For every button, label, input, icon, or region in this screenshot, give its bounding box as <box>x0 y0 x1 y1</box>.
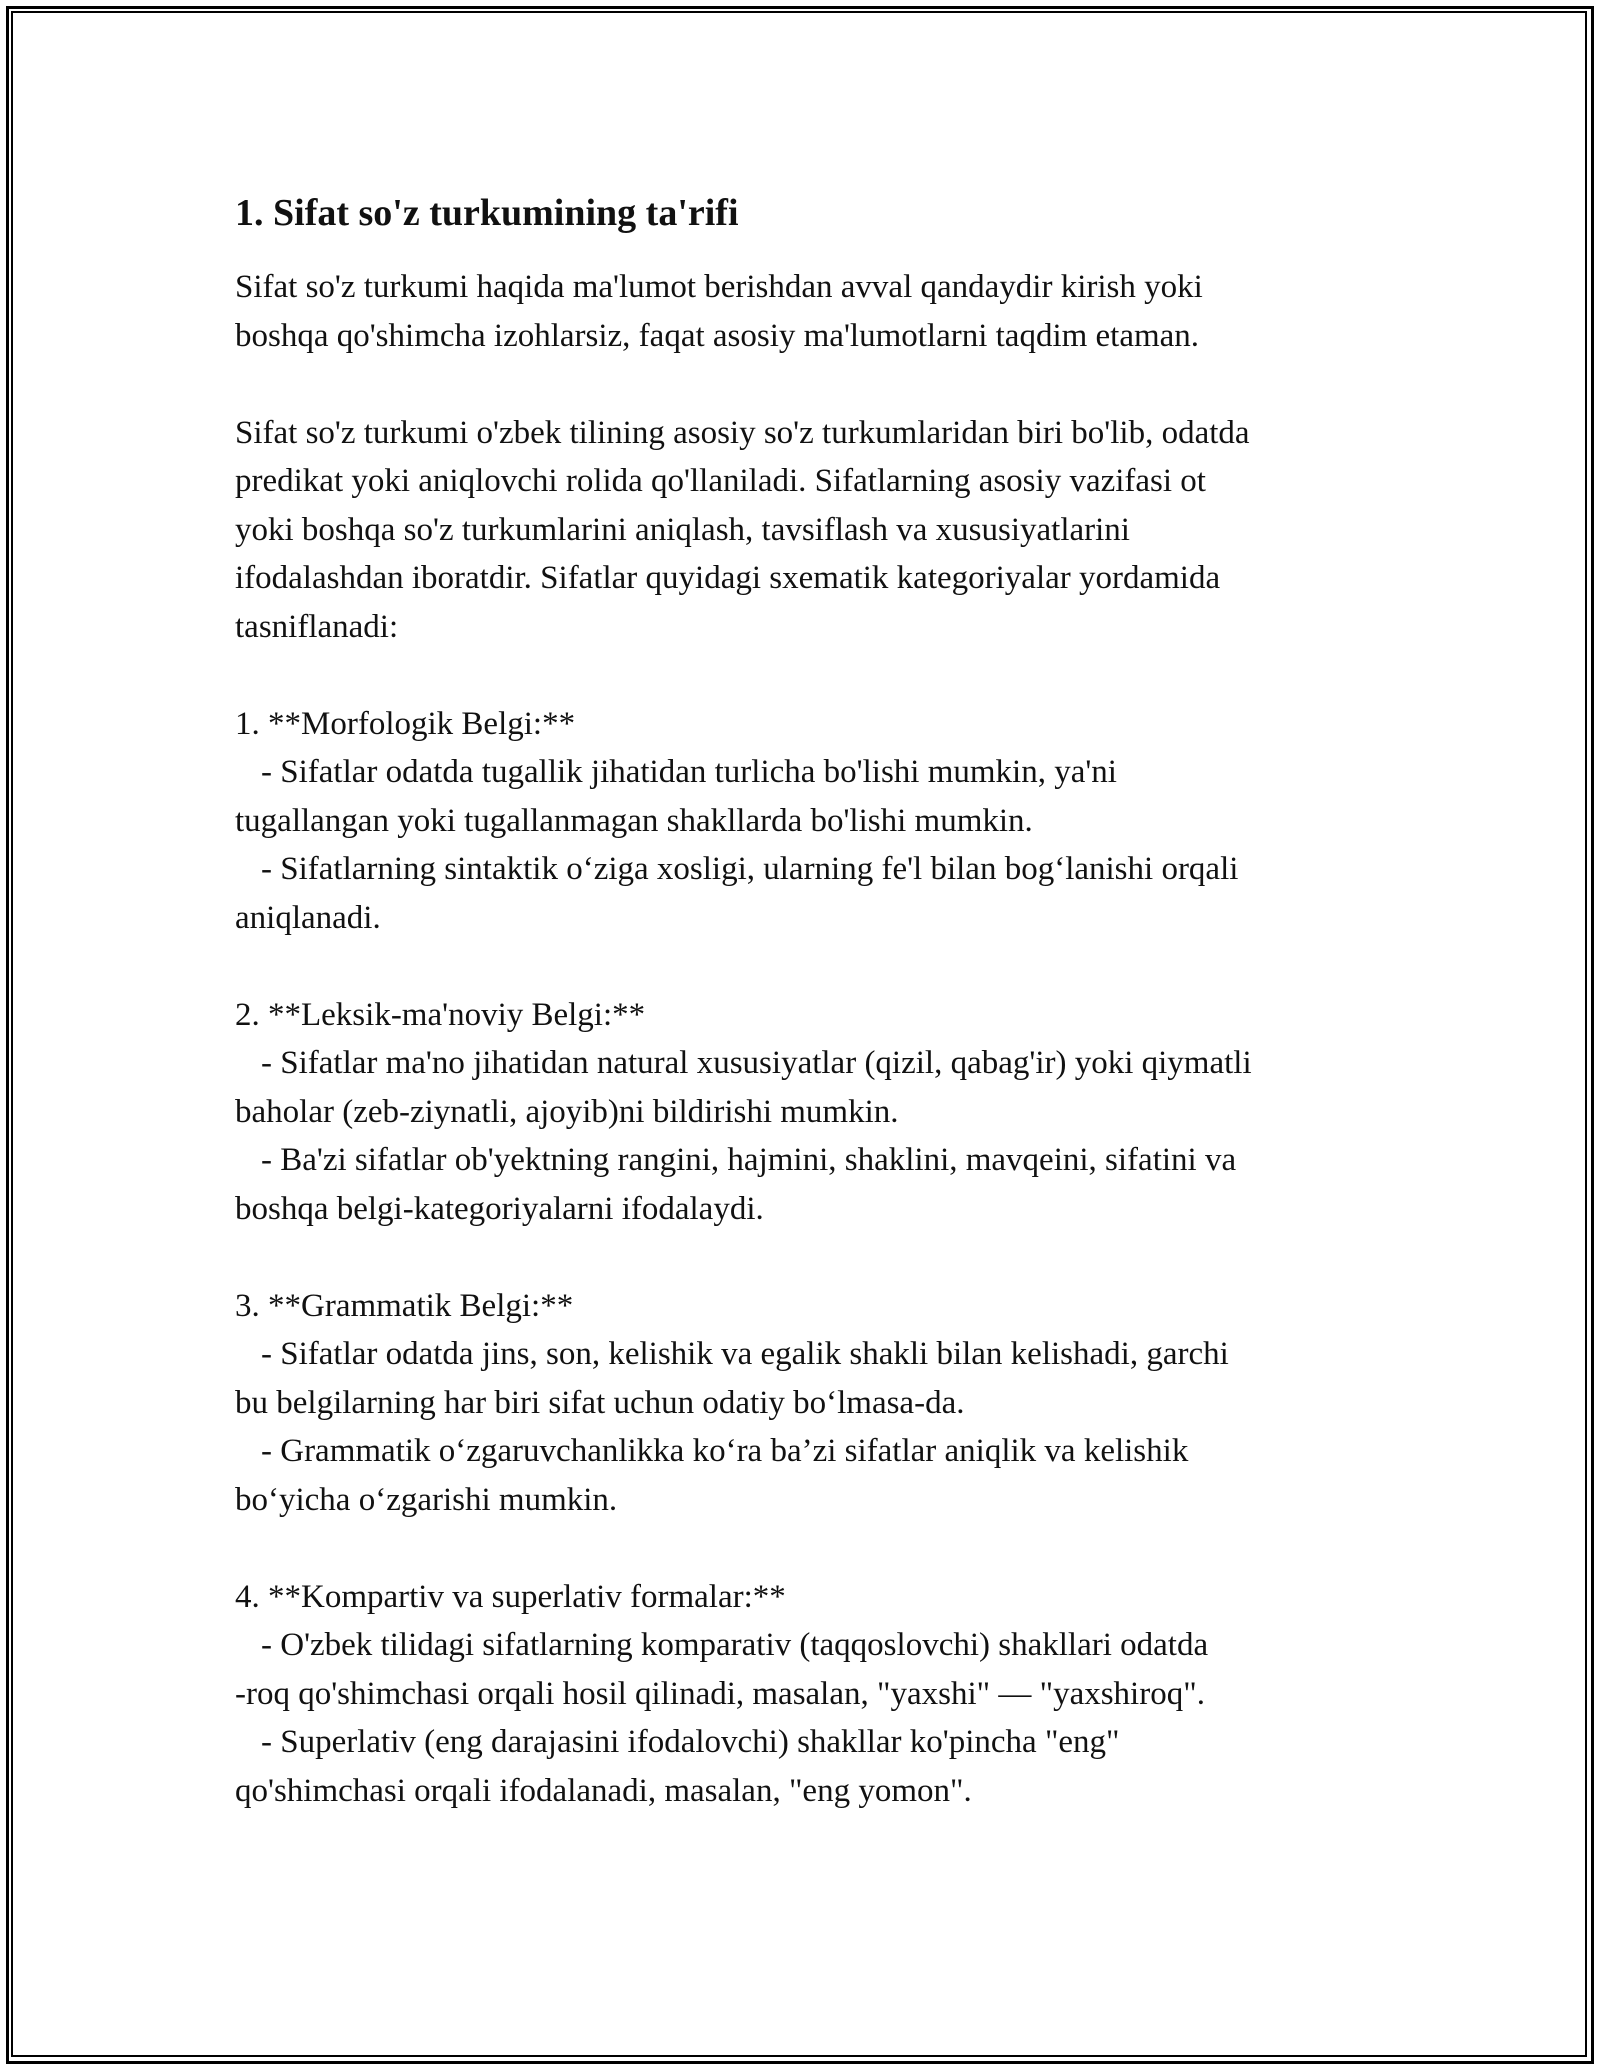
bullet-item <box>235 1718 1385 1815</box>
document-title: 1. Sifat so'z turkumining ta'rifi <box>235 192 739 234</box>
bullet-line: aniqlanadi. <box>235 899 381 936</box>
bullet-item <box>235 1039 1385 1136</box>
bullet-line: - Superlativ (eng darajasini ifodalovchi) shakllar ko'pincha "eng" <box>261 1724 1120 1760</box>
document-body <box>235 185 1385 1815</box>
bullet-item <box>235 1427 1385 1524</box>
paragraph-line: yoki boshqa so'z turkumlarini aniqlash, tavsiflash va xususiyatlarini <box>235 511 1130 548</box>
section-grammatik <box>235 1282 1385 1525</box>
bullet-line: boshqa belgi-kategoriyalarni ifodalaydi. <box>235 1190 764 1227</box>
section-kompartiv <box>235 1573 1385 1816</box>
bullet-line: qo'shimchasi orqali ifodalanadi, masalan, "eng yomon". <box>235 1772 972 1809</box>
bullet-line: - Sifatlar odatda tugallik jihatidan turlicha bo'lishi mumkin, ya'ni <box>261 754 1117 790</box>
paragraph-line: Sifat so'z turkumi o'zbek tilining asosiy so'z turkumlaridan biri bo'lib, odatda <box>235 414 1250 451</box>
section-leksik <box>235 991 1385 1234</box>
paragraph-line: Sifat so'z turkumi haqida ma'lumot berishdan avval qandaydir kirish yoki <box>235 269 1203 305</box>
bullet-item <box>235 1621 1385 1718</box>
definition-paragraph <box>235 409 1385 652</box>
bullet-item <box>235 1330 1385 1427</box>
bullet-item <box>235 748 1385 845</box>
bullet-line: bu belgilarning har biri sifat uchun odatiy bo‘lmasa-da. <box>235 1384 965 1421</box>
section-heading: 1. **Morfologik Belgi:** <box>235 705 576 742</box>
bullet-line: tugallangan yoki tugallanmagan shakllarda bo'lishi mumkin. <box>235 802 1033 839</box>
bullet-item <box>235 845 1385 942</box>
paragraph-line: predikat yoki aniqlovchi rolida qo'llaniladi. Sifatlarning asosiy vazifasi ot <box>235 463 1206 499</box>
bullet-line: - Sifatlarning sintaktik o‘ziga xosligi, ularning fe'l bilan bog‘lanishi orqali <box>261 851 1239 887</box>
section-heading: 4. **Kompartiv va superlativ formalar:** <box>235 1578 786 1615</box>
section-heading: 3. **Grammatik Belgi:** <box>235 1287 574 1324</box>
bullet-item <box>235 1136 1385 1233</box>
paragraph-line: tasniflanadi: <box>235 608 399 645</box>
intro-paragraph <box>235 263 1385 360</box>
section-morfologik <box>235 700 1385 943</box>
bullet-line: - Sifatlar ma'no jihatidan natural xususiyatlar (qizil, qabag'ir) yoki qiymatli <box>261 1045 1252 1081</box>
paragraph-line: ifodalashdan iboratdir. Sifatlar quyidagi sxematik kategoriyalar yordamida <box>235 560 1221 596</box>
bullet-line: bo‘yicha o‘zgarishi mumkin. <box>235 1481 618 1518</box>
bullet-line: baholar (zeb-ziynatli, ajoyib)ni bildirishi mumkin. <box>235 1093 899 1130</box>
bullet-line: - O'zbek tilidagi sifatlarning komparativ (taqqoslovchi) shakllari odatda <box>261 1627 1209 1663</box>
bullet-line: - Ba'zi sifatlar ob'yektning rangini, hajmini, shaklini, mavqeini, sifatini va <box>261 1142 1237 1178</box>
section-heading: 2. **Leksik-ma'noviy Belgi:** <box>235 996 646 1033</box>
paragraph-line: boshqa qo'shimcha izohlarsiz, faqat asosiy ma'lumotlarni taqdim etaman. <box>235 317 1200 354</box>
bullet-line: - Grammatik o‘zgaruvchanlikka ko‘ra ba’zi sifatlar aniqlik va kelishik <box>261 1433 1189 1469</box>
bullet-line: -roq qo'shimchasi orqali hosil qilinadi, masalan, "yaxshi" — "yaxshiroq". <box>235 1675 1205 1712</box>
bullet-line: - Sifatlar odatda jins, son, kelishik va egalik shakli bilan kelishadi, garchi <box>261 1336 1229 1372</box>
